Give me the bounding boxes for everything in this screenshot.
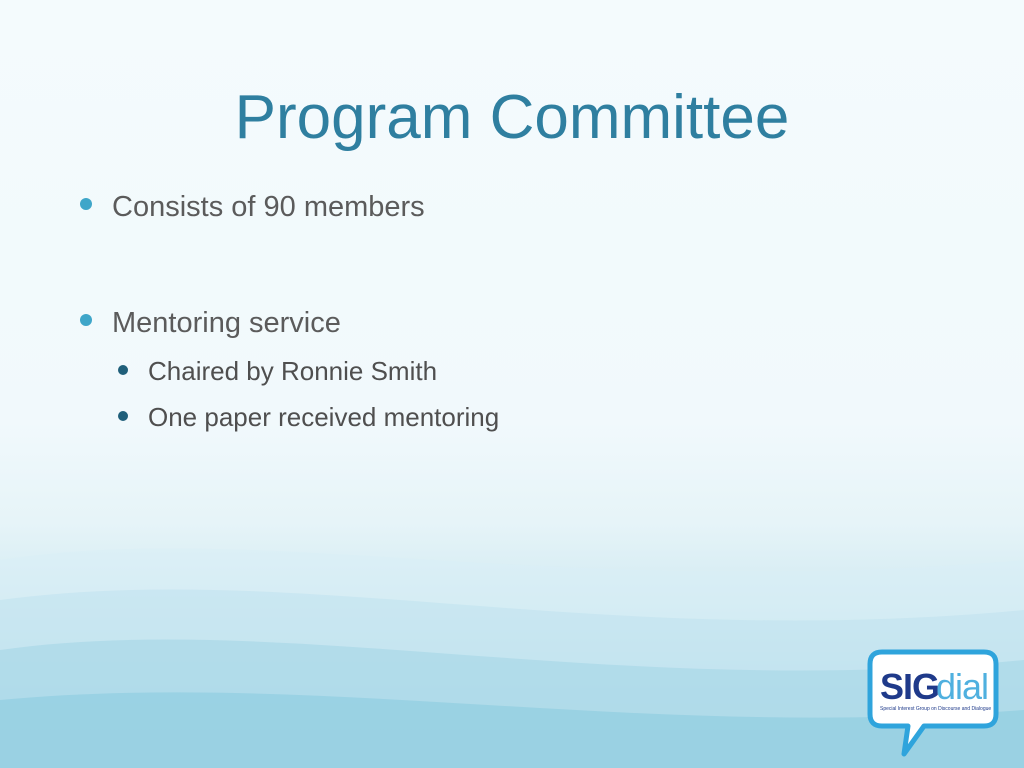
bullet-dot-icon	[80, 314, 92, 326]
bullet-item	[80, 186, 499, 228]
logo-tagline: Special Interest Group on Discourse and Dialogue	[880, 706, 992, 712]
sub-bullet-text: One paper received mentoring	[148, 402, 500, 432]
sub-bullet-text: Chaired by Ronnie Smith	[148, 356, 438, 386]
sub-bullet-list	[112, 348, 499, 440]
slide-title: Program Committee	[234, 83, 790, 152]
bullet-dot-icon	[80, 198, 92, 210]
sub-bullet-item	[112, 348, 499, 394]
sigdial-logo	[866, 646, 1002, 758]
sub-bullet-dot-icon	[118, 411, 128, 421]
bullet-item	[80, 302, 499, 440]
logo-dial-text: dial	[936, 666, 989, 707]
sub-bullet-dot-icon	[118, 365, 128, 375]
bullet-list	[80, 186, 499, 440]
bullet-text: Consists of 90 members	[112, 191, 425, 223]
spacer	[80, 228, 499, 302]
bullet-text: Mentoring service	[112, 307, 341, 339]
logo-sig-text: SIG	[880, 666, 940, 707]
sub-bullet-item	[112, 394, 499, 440]
